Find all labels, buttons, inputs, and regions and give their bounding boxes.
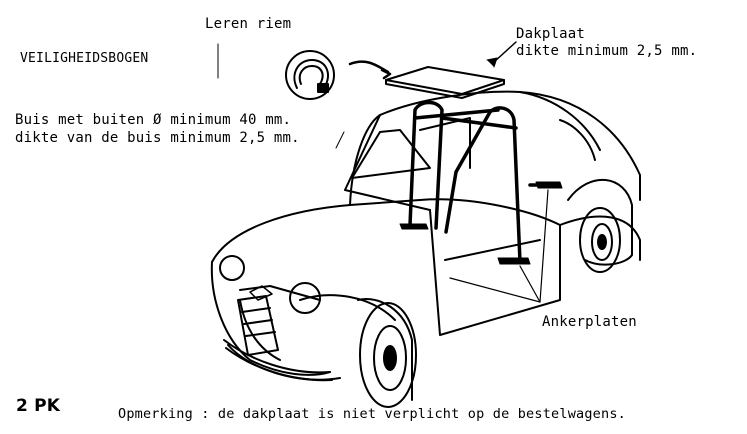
headlight-left [220, 256, 244, 280]
tube-spec-line1: Buis met buiten Ø minimum 40 mm. [15, 112, 292, 128]
note: Opmerking : de dakplaat is niet verplicht op de bestelwagens. [118, 406, 626, 422]
rear-wheel [580, 208, 620, 272]
leather-strap-label: Leren riem [205, 16, 292, 32]
title: VEILIGHEIDSBOGEN [20, 51, 149, 66]
roof-plate-label-line1: Dakplaat [516, 26, 586, 42]
model-label: 2 PK [16, 396, 61, 416]
tube-spec-line2: dikte van de buis minimum 2,5 mm. [15, 130, 300, 146]
grille [238, 286, 278, 355]
front-wheel [360, 303, 416, 407]
anchor-plates-label: Ankerplaten [542, 314, 637, 330]
anchor-leaders [450, 190, 548, 302]
roof-plate-label-line2: dikte minimum 2,5 mm. [516, 43, 698, 59]
leather-strap-icon [286, 51, 334, 99]
